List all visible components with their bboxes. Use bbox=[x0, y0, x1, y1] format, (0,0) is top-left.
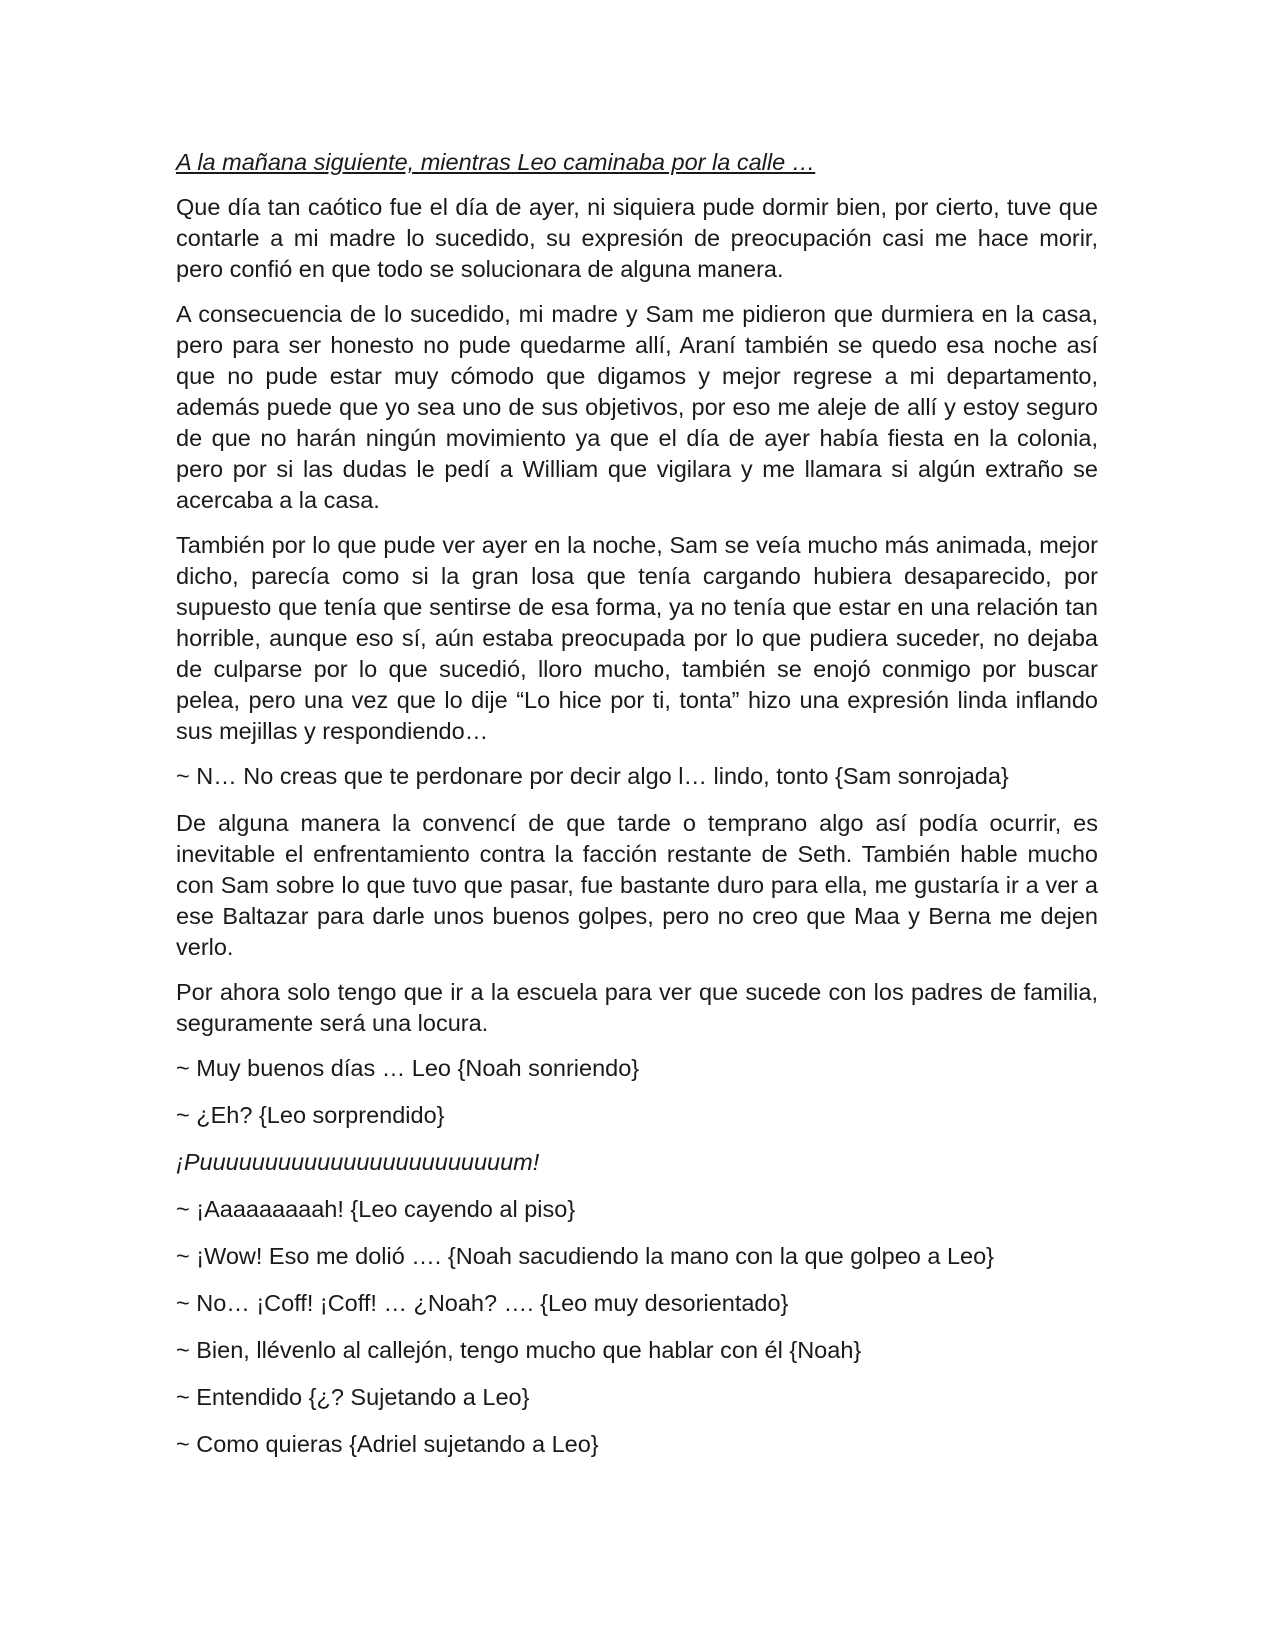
dialogue-line: ~ ¡Aaaaaaaaah! {Leo cayendo al piso} bbox=[176, 1196, 576, 1222]
dialogue-line: ~ Como quieras {Adriel sujetando a Leo} bbox=[176, 1431, 599, 1457]
section-heading: A la mañana siguiente, mientras Leo caminaba por la calle … bbox=[176, 149, 816, 175]
dialogue-line: ~ Bien, llévenlo al callejón, tengo mucho que hablar con él {Noah} bbox=[176, 1337, 862, 1363]
sound-effect: ¡Puuuuuuuuuuuuuuuuuuuuuuuum! bbox=[176, 1149, 540, 1175]
dialogue-line: ~ ¿Eh? {Leo sorprendido} bbox=[176, 1102, 445, 1128]
paragraph-2: A consecuencia de lo sucedido, mi madre y Sam me pidieron que durmiera en la casa, pero para ser honesto no pude quedarme allí, Araní también se quedo esa noche así que no pude estar muy cómodo que digamos y mejor regrese a mi departamento, además puede que yo sea uno de sus objetivos, por eso me aleje de allí y estoy seguro de que no harán ningún movimiento ya que el día de ayer había fiesta en la colonia, pero por si las dudas le pedí a William que vigilara y me llamara si algún extraño se acercaba a la casa. bbox=[176, 301, 1098, 513]
dialogue-line: ~ Entendido {¿? Sujetando a Leo} bbox=[176, 1384, 530, 1410]
dialogue-line: ~ No… ¡Coff! ¡Coff! … ¿Noah? …. {Leo muy desorientado} bbox=[176, 1290, 789, 1316]
paragraph-3: También por lo que pude ver ayer en la noche, Sam se veía mucho más animada, mejor dicho, parecía como si la gran losa que tenía cargando hubiera desaparecido, por supuesto que tenía que sentirse de esa forma, ya no tenía que estar en una relación tan horrible, aunque eso sí, aún estaba preocupada por lo que pudiera suceder, no dejaba de culparse por lo que sucedió, lloro mucho, también se enojó conmigo por buscar pelea, pero una vez que lo dije “Lo hice por ti, tonta” hizo una expresión linda inflando sus mejillas y respondiendo… bbox=[176, 532, 1098, 744]
dialogue-sam: ~ N… No creas que te perdonare por decir algo l… lindo, tonto {Sam sonrojada} bbox=[176, 763, 1009, 789]
document-page bbox=[176, 146, 1098, 1476]
dialogue-line: ~ Muy buenos días … Leo {Noah sonriendo} bbox=[176, 1055, 640, 1081]
paragraph-4: De alguna manera la convencí de que tarde o temprano algo así podía ocurrir, es inevitable el enfrentamiento contra la facción restante de Seth. También hable mucho con Sam sobre lo que tuvo que pasar, fue bastante duro para ella, me gustaría ir a ver a ese Baltazar para darle unos buenos golpes, pero no creo que Maa y Berna me dejen verlo. bbox=[176, 810, 1098, 960]
paragraph-1: Que día tan caótico fue el día de ayer, ni siquiera pude dormir bien, por cierto, tuve que contarle a mi madre lo sucedido, su expresión de preocupación casi me hace morir, pero confió en que todo se solucionara de alguna manera. bbox=[176, 194, 1098, 282]
dialogue-line: ~ ¡Wow! Eso me dolió …. {Noah sacudiendo la mano con la que golpeo a Leo} bbox=[176, 1243, 995, 1269]
paragraph-5: Por ahora solo tengo que ir a la escuela para ver que sucede con los padres de familia, seguramente será una locura. bbox=[176, 979, 1098, 1036]
